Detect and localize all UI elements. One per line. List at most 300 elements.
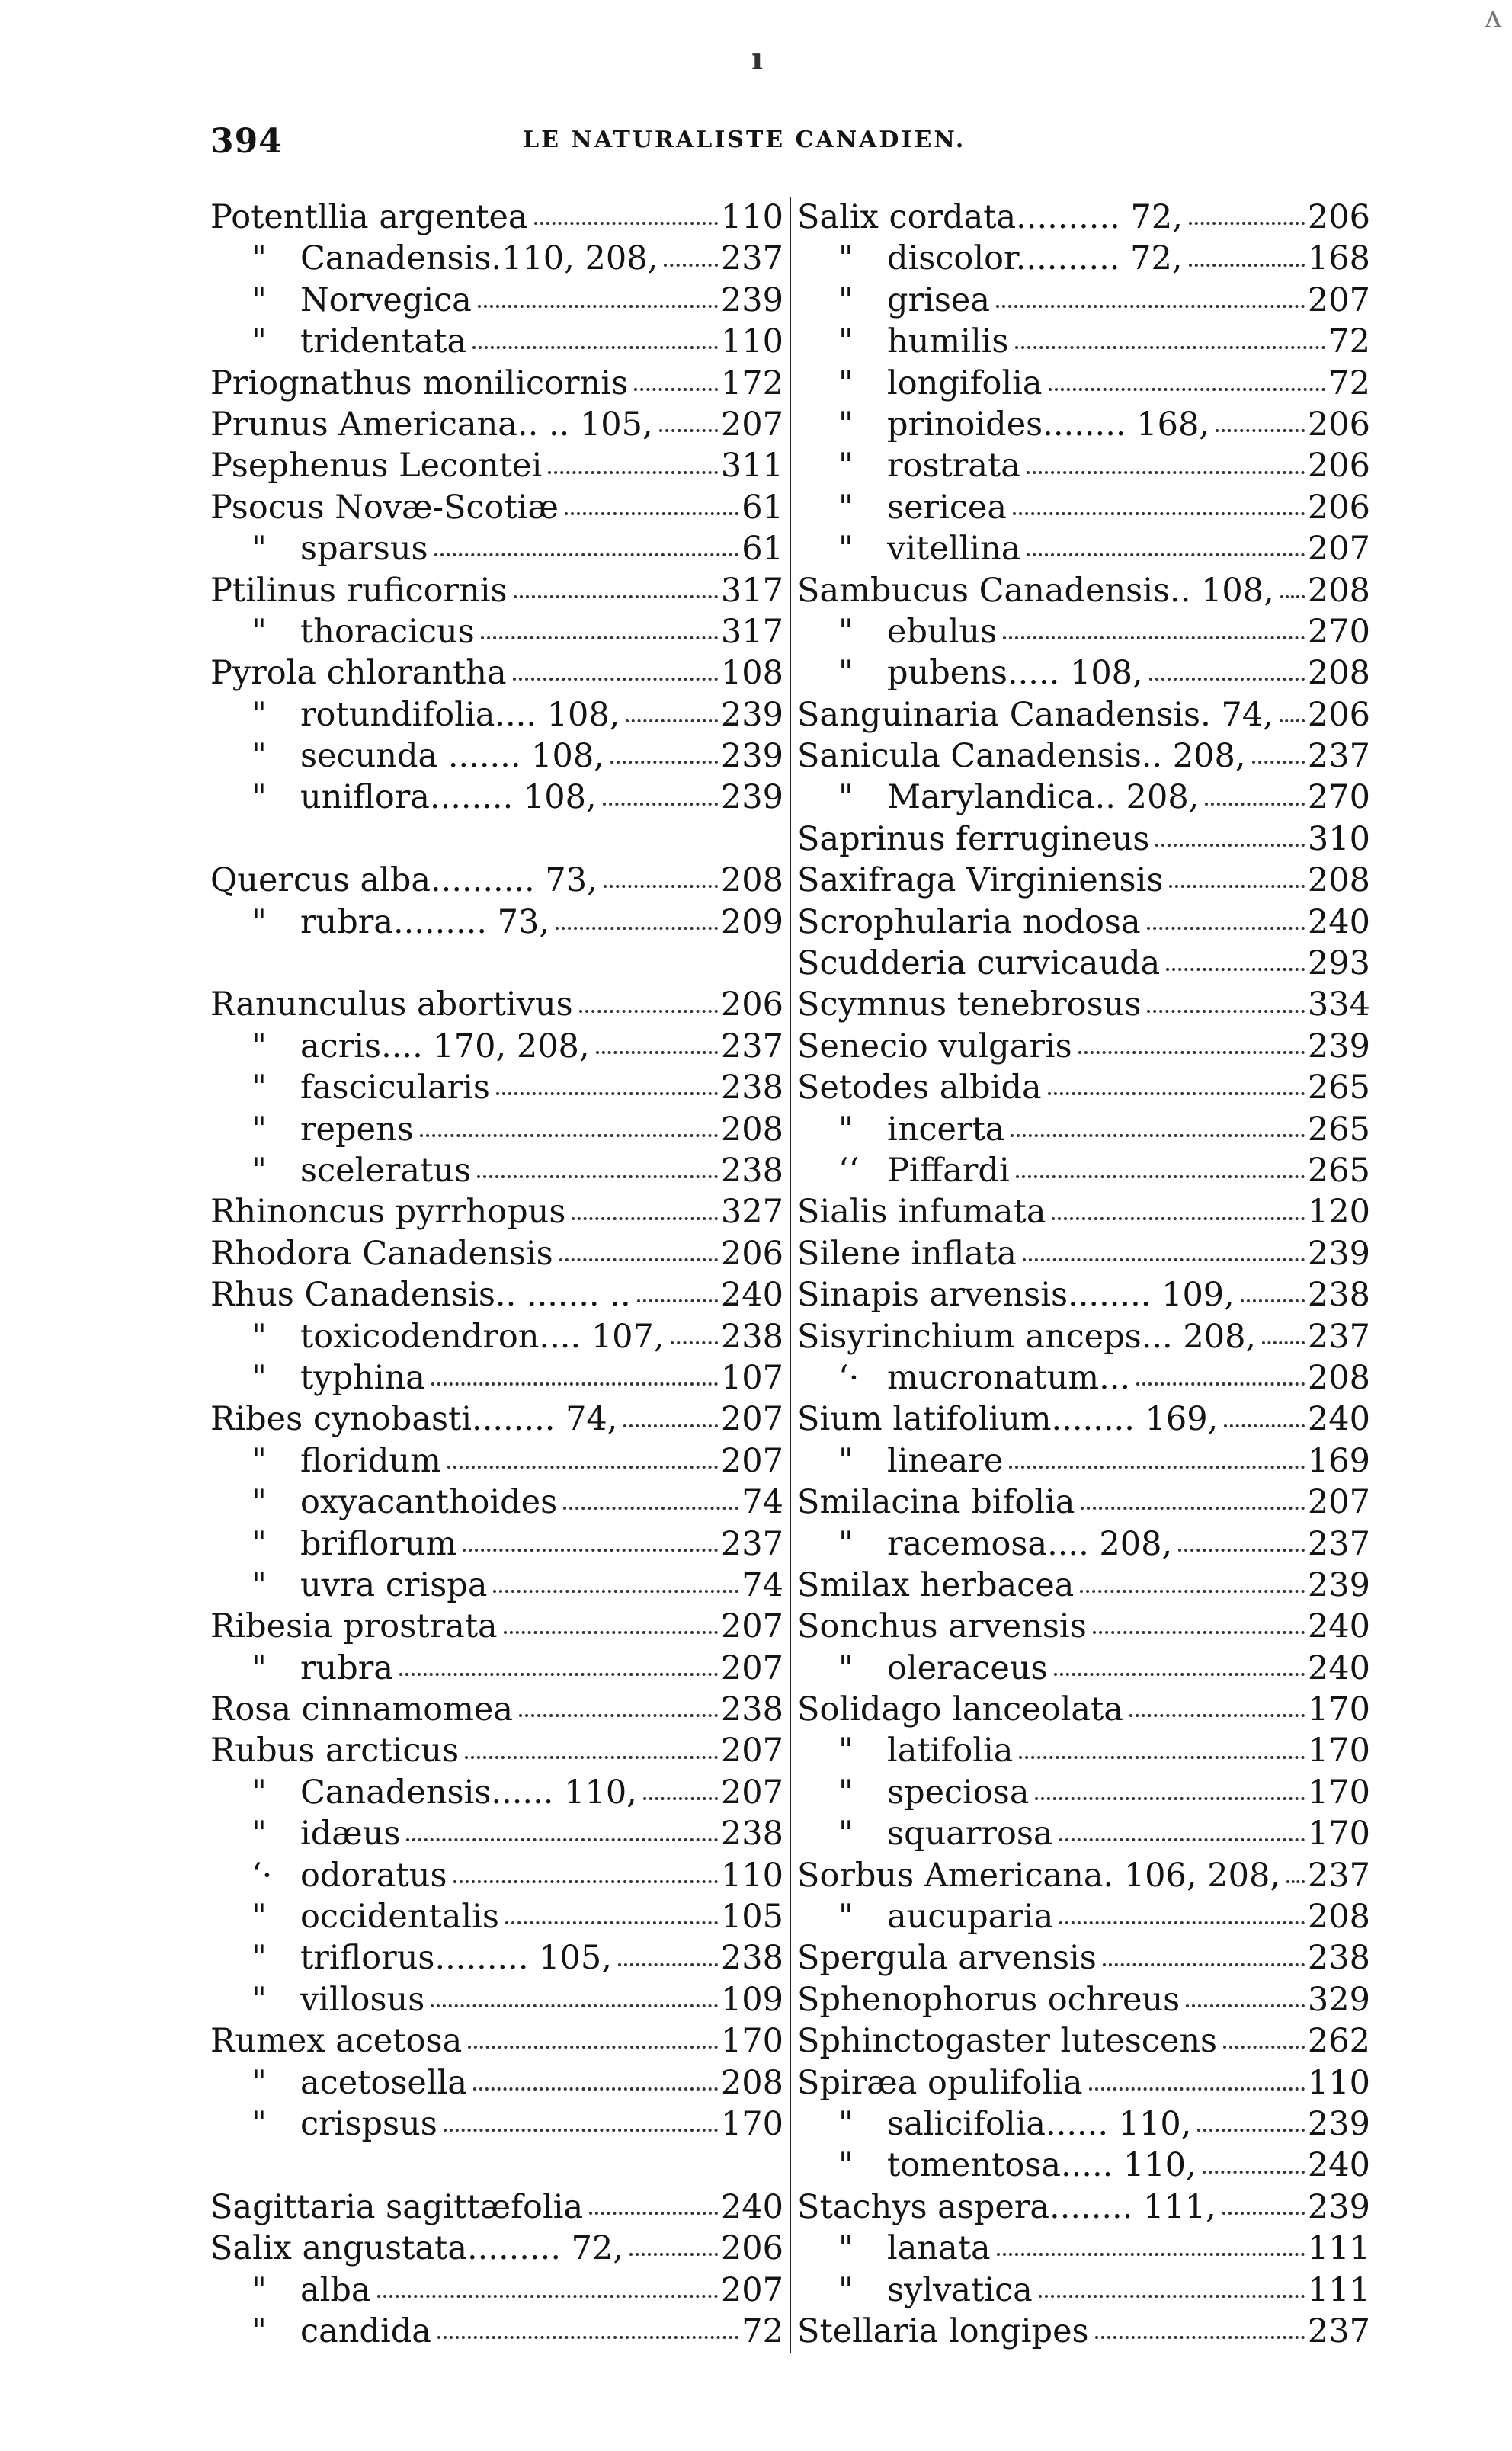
dot-leader xyxy=(997,2253,1305,2256)
index-term-text: sericea xyxy=(887,488,1007,527)
index-term-text: humilis xyxy=(887,322,1009,361)
dot-leader xyxy=(664,264,718,267)
index-page-ref: 206 xyxy=(1307,695,1370,734)
index-term-text: vitellina xyxy=(887,530,1021,569)
index-page-ref: 265 xyxy=(1307,1110,1370,1149)
index-entry xyxy=(210,1274,783,1315)
index-term xyxy=(797,2145,1196,2186)
index-page-ref: 334 xyxy=(1307,985,1370,1024)
dot-leader xyxy=(473,2087,718,2091)
index-term xyxy=(797,1440,1003,1482)
index-entry xyxy=(797,2103,1370,2145)
index-term-text: uvra crispa xyxy=(300,1565,488,1604)
dot-leader xyxy=(431,1382,718,1386)
index-term xyxy=(210,2270,371,2311)
index-term xyxy=(797,487,1007,528)
index-term-text: tridentata xyxy=(300,322,467,361)
index-page-ref: 240 xyxy=(1307,2146,1370,2185)
index-term xyxy=(210,1813,400,1854)
top-right-mark: ʌ xyxy=(1485,0,1502,35)
index-term-text: oleraceus xyxy=(887,1648,1048,1687)
index-page-ref: 208 xyxy=(1307,1358,1370,1397)
index-page-ref: 207 xyxy=(720,405,783,444)
dot-leader xyxy=(1197,2129,1305,2132)
index-page-ref: 239 xyxy=(1307,2187,1370,2226)
index-term-text: latifolia xyxy=(887,1732,1014,1770)
index-entry xyxy=(797,2228,1370,2269)
index-term-text: triflorus......... 105, xyxy=(300,1939,612,1978)
ditto-mark: " xyxy=(251,695,267,734)
index-page-ref: 207 xyxy=(720,1400,783,1439)
index-term xyxy=(210,1689,513,1730)
index-page-ref: 311 xyxy=(720,447,783,485)
index-term xyxy=(797,363,1043,404)
dot-leader xyxy=(1186,2004,1305,2007)
index-page-ref: 310 xyxy=(1307,819,1370,858)
index-term-text: Sium latifolium........ 169, xyxy=(797,1400,1219,1439)
index-term xyxy=(210,1730,459,1771)
index-term xyxy=(210,1855,447,1896)
index-term xyxy=(797,1855,1280,1896)
index-entry xyxy=(797,1606,1370,1647)
index-entry xyxy=(797,652,1370,694)
index-term xyxy=(797,404,1209,445)
dot-leader xyxy=(1136,1382,1305,1386)
dot-leader xyxy=(444,2129,718,2132)
dot-leader xyxy=(1089,2087,1305,2091)
index-term-text: ebulus xyxy=(887,612,998,651)
index-term-text: thoracicus xyxy=(300,612,475,651)
index-page-ref: 207 xyxy=(1307,280,1370,319)
index-entry xyxy=(210,1606,783,1647)
index-term xyxy=(797,321,1009,362)
index-entry xyxy=(210,1316,783,1357)
dot-leader xyxy=(1003,636,1305,639)
dot-leader xyxy=(399,1673,718,1676)
index-entry xyxy=(210,2311,783,2352)
index-entry xyxy=(797,445,1370,486)
index-term xyxy=(210,860,597,901)
dot-leader xyxy=(420,1134,718,1137)
index-entry xyxy=(797,1979,1370,2020)
index-entry xyxy=(210,280,783,321)
index-page-ref: 238 xyxy=(1307,1276,1370,1315)
index-term xyxy=(797,1606,1087,1647)
dot-leader xyxy=(377,2295,718,2298)
index-term xyxy=(797,528,1020,569)
ditto-mark: " xyxy=(838,1732,854,1770)
ditto-mark: " xyxy=(838,1441,854,1480)
index-page-ref: 208 xyxy=(720,2063,783,2102)
index-page-ref: 207 xyxy=(720,1773,783,1812)
dot-leader xyxy=(1155,844,1305,847)
index-term xyxy=(797,819,1149,860)
index-entry xyxy=(210,2228,783,2269)
dot-leader xyxy=(671,1341,718,1344)
index-entry xyxy=(210,2145,783,2186)
index-term xyxy=(210,1896,499,1937)
dot-leader xyxy=(589,2212,718,2215)
dot-leader xyxy=(1280,719,1305,722)
index-term-text: typhina xyxy=(300,1358,425,1397)
dot-leader xyxy=(1035,1797,1304,1800)
index-term-text: Canadensis.110, 208, xyxy=(300,239,658,278)
dot-leader xyxy=(579,1010,718,1013)
index-entry xyxy=(210,902,783,943)
index-term-text: candida xyxy=(300,2312,431,2350)
index-entry xyxy=(210,1357,783,1399)
index-term-text: Stellaria longipes xyxy=(797,2312,1089,2350)
index-entry xyxy=(210,528,783,569)
index-page-ref: 237 xyxy=(720,1027,783,1065)
ditto-mark: " xyxy=(838,322,854,361)
index-page-ref: 239 xyxy=(1307,1234,1370,1273)
index-page-ref: 239 xyxy=(1307,1565,1370,1604)
index-term xyxy=(797,2062,1083,2103)
index-term xyxy=(797,1730,1013,1771)
index-term xyxy=(210,1026,590,1067)
index-term xyxy=(797,1772,1029,1813)
index-term xyxy=(797,1026,1072,1067)
index-entry xyxy=(210,2020,783,2062)
dot-leader xyxy=(1016,1175,1305,1178)
index-entry xyxy=(210,1482,783,1523)
index-term-text: Prunus Americana.. .. 105, xyxy=(210,405,653,444)
index-entry xyxy=(210,1067,783,1108)
dot-leader xyxy=(477,1175,718,1178)
index-term-text: Pyrola chlorantha xyxy=(210,654,507,693)
index-page-ref: 293 xyxy=(1307,944,1370,983)
index-term-text: Sanicula Canadensis.. 208, xyxy=(797,737,1246,776)
index-term-text: longifolia xyxy=(887,364,1043,402)
index-term-text: mucronatum... xyxy=(887,1358,1131,1397)
dot-leader xyxy=(1078,1051,1305,1054)
index-entry xyxy=(210,404,783,445)
index-term-text: odoratus xyxy=(300,1856,447,1895)
index-page-ref: 238 xyxy=(720,1317,783,1356)
index-entry xyxy=(210,1896,783,1937)
index-term xyxy=(210,611,475,652)
index-page-ref: 206 xyxy=(1307,198,1370,236)
dot-leader xyxy=(447,1466,718,1469)
dot-leader xyxy=(1081,1507,1304,1510)
index-term-text: Quercus alba.......... 73, xyxy=(210,861,597,900)
dot-leader xyxy=(1262,1341,1305,1344)
ditto-mark: " xyxy=(251,2270,267,2309)
index-term-text: Silene inflata xyxy=(797,1234,1017,1273)
index-entry xyxy=(210,694,783,735)
index-entry xyxy=(797,1109,1370,1150)
index-page-ref: 209 xyxy=(720,902,783,941)
index-term xyxy=(210,1482,557,1523)
index-term xyxy=(210,1937,612,1978)
index-page-ref: 239 xyxy=(720,695,783,734)
ditto-mark: " xyxy=(251,1358,267,1397)
index-entry xyxy=(210,2270,783,2311)
index-page-ref: 208 xyxy=(1307,571,1370,610)
index-term-text: Sanguinaria Canadensis. 74, xyxy=(797,695,1273,734)
dot-leader xyxy=(548,471,718,474)
index-term-text: Norvegica xyxy=(300,280,472,319)
index-page-ref: 238 xyxy=(720,1815,783,1853)
index-term-text: occidentalis xyxy=(300,1898,499,1937)
index-entry xyxy=(210,984,783,1025)
index-entry xyxy=(797,860,1370,901)
index-term xyxy=(797,1937,1097,1978)
index-entry xyxy=(797,2311,1370,2352)
dot-leader xyxy=(618,1963,718,1966)
index-entry xyxy=(797,238,1370,279)
index-term-text: lineare xyxy=(887,1441,1004,1480)
ditto-mark: " xyxy=(838,778,854,817)
index-term-text: crispsus xyxy=(300,2104,437,2143)
index-entry xyxy=(210,2103,783,2145)
index-term-text: Ribes cynobasti........ 74, xyxy=(210,1400,618,1439)
index-term-text: Salix cordata.......... 72, xyxy=(797,198,1183,236)
index-page-ref: 237 xyxy=(1307,1524,1370,1563)
index-term-text: tomentosa..... 110, xyxy=(887,2146,1196,2185)
ditto-mark: " xyxy=(838,2146,854,2185)
index-term xyxy=(797,2187,1216,2228)
index-term xyxy=(210,2103,437,2145)
index-term xyxy=(210,2311,431,2352)
index-term-text: Sphinctogaster lutescens xyxy=(797,2022,1218,2061)
index-term-text: rubra xyxy=(300,1648,393,1687)
dot-leader xyxy=(1280,595,1305,598)
dot-leader xyxy=(1048,1092,1305,1095)
ditto-mark: " xyxy=(251,1524,267,1563)
index-entry xyxy=(797,1937,1370,1978)
index-term xyxy=(210,528,428,569)
ditto-mark: " xyxy=(251,1151,267,1190)
index-page-ref: 207 xyxy=(720,1441,783,1480)
index-page-ref: 237 xyxy=(1307,1317,1370,1356)
index-page-ref: 270 xyxy=(1307,612,1370,651)
dot-leader xyxy=(481,636,718,639)
dot-leader xyxy=(1223,2046,1305,2049)
index-page-ref: 265 xyxy=(1307,1151,1370,1190)
index-page-ref: 240 xyxy=(1307,1400,1370,1439)
index-term-text: sylvatica xyxy=(887,2270,1033,2309)
index-term xyxy=(210,1067,490,1108)
index-page-ref: 238 xyxy=(720,1690,783,1729)
index-entry xyxy=(210,652,783,694)
index-entry xyxy=(797,197,1370,238)
index-page-ref: 238 xyxy=(720,1939,783,1978)
index-term xyxy=(210,2228,623,2269)
index-page-ref: 208 xyxy=(1307,654,1370,693)
index-term-text: Setodes albida xyxy=(797,1069,1042,1107)
index-page-ref: 170 xyxy=(1307,1732,1370,1770)
index-page-ref: 170 xyxy=(1307,1815,1370,1853)
index-term xyxy=(210,1233,553,1274)
index-term-text: pubens..... 108, xyxy=(887,654,1143,693)
index-term-text: sparsus xyxy=(300,530,428,569)
index-term-text: idæus xyxy=(300,1815,401,1853)
dot-leader xyxy=(610,761,718,764)
index-page-ref: 239 xyxy=(720,737,783,776)
index-term xyxy=(797,445,1020,486)
ditto-mark: " xyxy=(838,1815,854,1853)
dot-leader xyxy=(1205,803,1305,806)
index-entry xyxy=(797,1399,1370,1440)
ditto-mark: " xyxy=(838,488,854,527)
index-page-ref: 262 xyxy=(1307,2022,1370,2061)
index-term xyxy=(797,570,1274,611)
index-term-text: Psephenus Lecontei xyxy=(210,447,543,485)
dot-leader xyxy=(1286,1880,1305,1883)
index-page-ref: 207 xyxy=(720,1607,783,1646)
index-entry xyxy=(210,611,783,652)
index-page-ref: 206 xyxy=(1307,488,1370,527)
index-term-text: secunda ....... 108, xyxy=(300,737,604,776)
index-term-text: repens xyxy=(300,1110,414,1149)
index-term-text: Rumex acetosa xyxy=(210,2022,463,2061)
index-term xyxy=(210,1440,441,1482)
ditto-mark: " xyxy=(251,1483,267,1522)
dot-leader xyxy=(1169,885,1305,888)
ditto-mark: " xyxy=(251,902,267,941)
index-term xyxy=(210,445,542,486)
index-term xyxy=(797,280,990,321)
index-entry xyxy=(210,1937,783,1978)
index-entry xyxy=(797,943,1370,984)
index-term xyxy=(797,611,997,652)
index-term-text: Sinapis arvensis........ 109, xyxy=(797,1276,1235,1315)
index-page-ref: 317 xyxy=(720,571,783,610)
index-term-text: Rosa cinnamomea xyxy=(210,1690,514,1729)
index-term xyxy=(210,1109,414,1150)
index-entry xyxy=(797,321,1370,362)
index-term-text: Piffardi xyxy=(887,1151,1010,1190)
ditto-mark: " xyxy=(251,1648,267,1687)
index-term xyxy=(210,1606,498,1647)
column-divider xyxy=(790,197,791,2353)
index-entry xyxy=(210,238,783,279)
index-entry xyxy=(797,694,1370,735)
dot-leader xyxy=(468,2046,718,2049)
index-page-ref: 239 xyxy=(1307,1027,1370,1065)
index-term-text: toxicodendron.... 107, xyxy=(300,1317,665,1356)
dot-leader xyxy=(1009,1466,1305,1469)
index-entry xyxy=(797,777,1370,818)
index-entry xyxy=(797,1026,1370,1067)
index-term-text: fascicularis xyxy=(300,1069,490,1107)
index-entry xyxy=(797,2020,1370,2062)
dot-leader xyxy=(1027,471,1305,474)
index-term xyxy=(797,777,1199,818)
index-page-ref: 110 xyxy=(720,322,783,361)
dot-leader xyxy=(556,927,718,930)
dot-leader xyxy=(478,305,718,308)
ditto-mark: " xyxy=(251,1773,267,1812)
dot-leader xyxy=(1027,553,1305,556)
ditto-mark: " xyxy=(838,364,854,402)
dot-leader xyxy=(643,1797,718,1800)
index-page-ref: 237 xyxy=(1307,2312,1370,2350)
index-entry xyxy=(210,1565,783,1606)
index-term xyxy=(210,1648,393,1689)
index-entry xyxy=(797,1067,1370,1108)
index-term-text: Priognathus monilicornis xyxy=(210,364,629,402)
running-title: LE NATURALISTE CANADIEN. xyxy=(523,127,966,153)
index-list-right xyxy=(797,197,1370,2352)
ditto-mark: " xyxy=(838,1110,854,1149)
index-term-text: Sambucus Canadensis.. 108, xyxy=(797,571,1274,610)
index-page-ref: 237 xyxy=(1307,1856,1370,1895)
dot-leader xyxy=(1147,1010,1305,1013)
index-term xyxy=(797,197,1183,238)
ditto-mark: " xyxy=(251,1980,267,2019)
dot-leader xyxy=(431,2004,718,2007)
dot-leader xyxy=(629,2253,718,2256)
index-page-ref: 72 xyxy=(742,2312,783,2350)
index-entry xyxy=(210,1648,783,1689)
index-page-ref: 207 xyxy=(720,1732,783,1770)
index-page-ref: 107 xyxy=(720,1358,783,1397)
index-entry xyxy=(210,1813,783,1854)
index-term xyxy=(210,570,508,611)
index-page-ref: 237 xyxy=(1307,737,1370,776)
index-page-ref: 111 xyxy=(1307,2270,1370,2309)
index-term xyxy=(797,860,1163,901)
index-term-text: lanata xyxy=(887,2229,991,2268)
index-entry xyxy=(797,984,1370,1025)
dot-leader xyxy=(626,719,718,722)
index-page-ref: 208 xyxy=(1307,1898,1370,1937)
index-term-text: speciosa xyxy=(887,1773,1030,1812)
index-entry xyxy=(210,1730,783,1771)
index-page-ref: 265 xyxy=(1307,1069,1370,1107)
ditto-mark: " xyxy=(838,447,854,485)
index-term-text: Psocus Novæ-Scotiæ xyxy=(210,488,559,527)
index-term-text: sceleratus xyxy=(300,1151,472,1190)
index-entry xyxy=(797,1730,1370,1771)
index-entry xyxy=(210,1109,783,1150)
ditto-mark: " xyxy=(251,1815,267,1853)
dot-leader xyxy=(1015,346,1326,349)
index-term xyxy=(210,197,528,238)
index-term xyxy=(210,2187,583,2228)
dot-leader xyxy=(1095,2336,1305,2339)
ditto-mark: " xyxy=(251,1565,267,1604)
index-entry xyxy=(797,1191,1370,1232)
dot-leader xyxy=(1224,1424,1305,1427)
index-term-text: Sagittaria sagittæfolia xyxy=(210,2187,584,2226)
index-term xyxy=(797,1399,1218,1440)
index-term xyxy=(210,1191,565,1232)
dot-leader xyxy=(1093,1631,1305,1634)
dot-leader xyxy=(634,388,718,391)
index-term xyxy=(210,902,549,943)
dot-leader xyxy=(1023,1258,1305,1261)
index-page-ref: 240 xyxy=(720,2187,783,2226)
index-page-ref: 206 xyxy=(720,2229,783,2268)
index-page-ref: 168 xyxy=(1307,239,1370,278)
index-page-ref: 208 xyxy=(720,1110,783,1149)
index-term-text: Spiræa opulifolia xyxy=(797,2063,1083,2102)
index-page-ref: 207 xyxy=(1307,1483,1370,1522)
dot-leader xyxy=(1252,761,1305,764)
top-center-mark: ı xyxy=(751,41,764,77)
index-term-text: aucuparia xyxy=(887,1898,1054,1937)
dot-leader xyxy=(1189,222,1305,225)
index-term-text: floridum xyxy=(300,1441,441,1480)
index-term xyxy=(797,1274,1235,1315)
ditto-mark: " xyxy=(251,2063,267,2102)
index-entry xyxy=(797,1813,1370,1854)
index-entry xyxy=(210,1979,783,2020)
